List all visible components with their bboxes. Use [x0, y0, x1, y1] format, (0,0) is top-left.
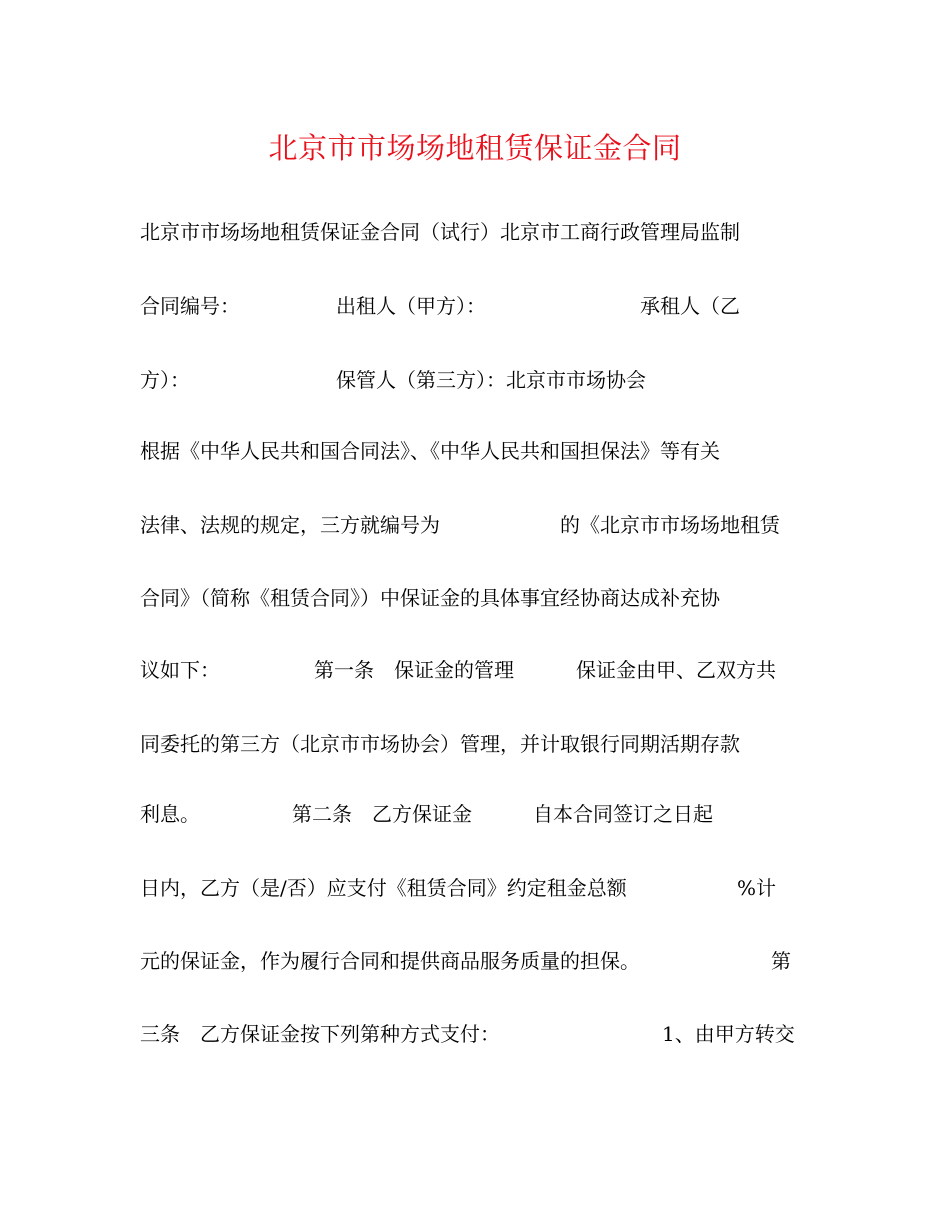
text-segment: 方）： — [140, 368, 190, 392]
text-line — [0, 873, 950, 903]
text-segment: 的《北京市市场场地租赁 — [560, 513, 780, 537]
lessee-label: 承租人（乙 — [640, 294, 740, 318]
contract-number-label: 合同编号： — [140, 294, 240, 318]
text-line — [0, 729, 950, 759]
text-segment: 根据《中华人民共和国合同法》、《中华人民共和国担保法》等有关 — [140, 439, 720, 463]
text-segment: 北京市市场场地租赁保证金合同（试行）北京市工商行政管理局监制 — [140, 220, 740, 244]
article-heading: 第一条 保证金的管理 — [314, 658, 514, 682]
document-title: 北京市市场场地租赁保证金合同 — [268, 131, 682, 165]
article-heading: 第二条 乙方保证金 — [292, 802, 472, 826]
text-segment: 法律、法规的规定，三方就编号为 — [140, 513, 440, 537]
custodian-label: 保管人（第三方）：北京市市场协会 — [336, 368, 646, 392]
text-segment: 元的保证金，作为履行合同和提供商品服务质量的担保。 — [140, 949, 640, 973]
text-segment: 1、由甲方转交 — [662, 1022, 795, 1046]
text-line — [0, 291, 950, 321]
text-line — [0, 436, 950, 466]
text-segment: 第 — [771, 949, 791, 973]
text-line — [0, 217, 950, 247]
text-segment: 合同》（简称《租赁合同》）中保证金的具体事宜经协商达成补充协 — [140, 586, 720, 610]
text-segment: 自本合同签订之日起 — [533, 802, 713, 826]
text-segment: %计 — [737, 876, 777, 900]
text-line — [0, 799, 950, 829]
text-line — [0, 583, 950, 613]
text-line — [0, 365, 950, 395]
text-segment: 议如下： — [140, 658, 220, 682]
text-segment: 保证金由甲、乙双方共 — [576, 658, 776, 682]
text-line — [0, 655, 950, 685]
text-line — [0, 510, 950, 540]
text-line — [0, 1019, 950, 1049]
text-segment: 同委托的第三方（北京市市场协会）管理，并计取银行同期活期存款 — [140, 732, 740, 756]
text-segment: 三条 乙方保证金按下列第种方式支付： — [140, 1022, 500, 1046]
text-segment: 日内，乙方（是/否）应支付《租赁合同》约定租金总额 — [140, 876, 627, 900]
text-line — [0, 946, 950, 976]
text-segment: 利息。 — [140, 802, 200, 826]
lessor-label: 出租人（甲方）： — [336, 294, 486, 318]
